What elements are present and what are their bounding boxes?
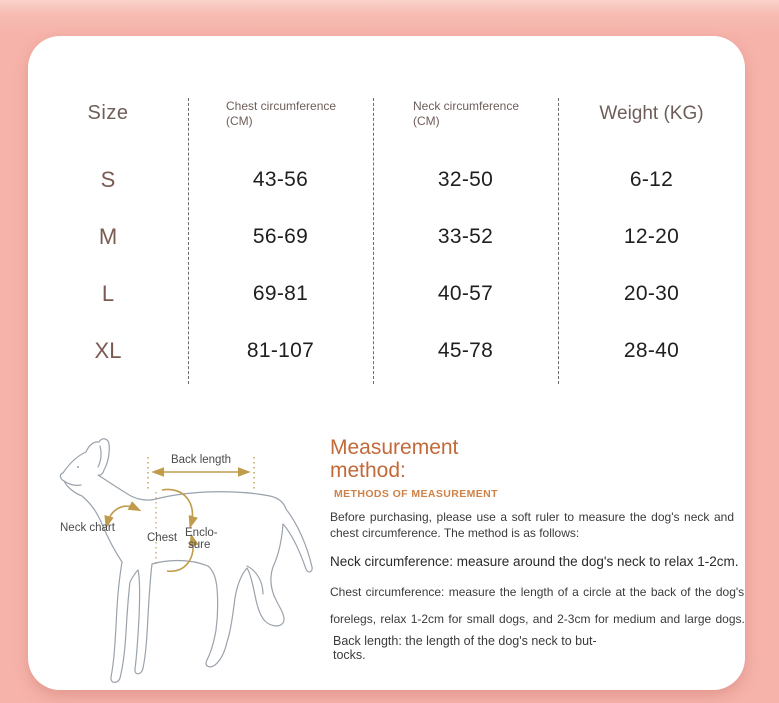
header-neck-unit: (CM)	[413, 113, 440, 128]
measurement-diagram	[50, 430, 330, 688]
neck-cell: 33-52	[437, 224, 494, 248]
back-length-instruction	[330, 635, 736, 663]
neck-cell: 45-78	[437, 338, 494, 362]
dog-outline-illustration	[50, 430, 330, 688]
chest-cell: 43-56	[252, 167, 309, 191]
enclosure-label-line1: Enclo-	[185, 527, 218, 539]
header-chest-label: Chest circumference	[226, 99, 337, 114]
measurement-method-section	[330, 436, 745, 663]
back-length-instruction-line1: Back length: the length of the dog's neck to but-	[333, 634, 597, 649]
size-table	[28, 36, 745, 379]
table-row	[28, 151, 745, 208]
header-chest-unit: (CM)	[226, 113, 253, 128]
measurement-subtitle: METHODS OF MEASUREMENT	[334, 488, 498, 500]
chest-instruction	[330, 585, 745, 627]
neck-cell: 32-50	[437, 167, 494, 191]
size-chart-card	[28, 36, 745, 690]
chest-label: Chest	[147, 532, 178, 544]
back-length-label: Back length	[170, 454, 232, 466]
chest-instruction-line1: Chest circumference: measure the length of a circle at the back of the dog's	[330, 585, 745, 600]
header-neck	[373, 99, 558, 128]
chest-cell: 69-81	[252, 281, 309, 305]
measuring-arrows	[107, 457, 254, 571]
table-row	[28, 265, 745, 322]
dog-inner-ear-line	[98, 446, 101, 467]
weight-cell: 6-12	[629, 167, 674, 191]
weight-cell: 12-20	[623, 224, 680, 248]
measurement-intro: Before purchasing, please use a soft ruler to measure the dog's neck and chest circumference. The method is as follows:	[330, 510, 734, 540]
neck-chart-label: Neck chart	[60, 522, 115, 534]
dog-body-path	[60, 439, 312, 683]
measurement-title	[330, 436, 736, 482]
chest-cell: 56-69	[252, 224, 309, 248]
size-cell: L	[101, 280, 115, 306]
back-length-instruction-line2: tocks.	[333, 647, 366, 662]
size-cell: XL	[94, 337, 122, 363]
header-chest	[188, 99, 373, 128]
header-neck-label: Neck circumference	[413, 99, 520, 114]
measurement-title-line2: method:	[330, 459, 406, 482]
enclosure-label-line2: sure	[188, 539, 211, 551]
column-divider	[188, 98, 189, 384]
neck-cell: 40-57	[437, 281, 494, 305]
measurement-title-line1: Measurement	[330, 436, 459, 459]
size-cell: M	[98, 223, 118, 249]
diagram-labels	[60, 454, 231, 551]
table-row	[28, 322, 745, 379]
neck-instruction: Neck circumference: measure around the dog's neck to relax 1-2cm.	[330, 554, 739, 570]
chest-cell: 81-107	[246, 338, 315, 362]
table-header-row	[28, 36, 745, 151]
dog-eye	[77, 466, 79, 468]
header-size: Size	[87, 102, 129, 124]
column-divider	[373, 98, 374, 384]
dog-thigh-line	[247, 566, 263, 594]
weight-cell: 20-30	[623, 281, 680, 305]
weight-cell: 28-40	[623, 338, 680, 362]
dog-outline	[60, 439, 312, 683]
header-weight: Weight (KG)	[599, 102, 704, 124]
column-divider	[558, 98, 559, 384]
chest-instruction-line2: forelegs, relax 1-2cm for small dogs, and 2-3cm for medium and large dogs.	[330, 612, 745, 627]
size-cell: S	[100, 166, 116, 192]
table-row	[28, 208, 745, 265]
